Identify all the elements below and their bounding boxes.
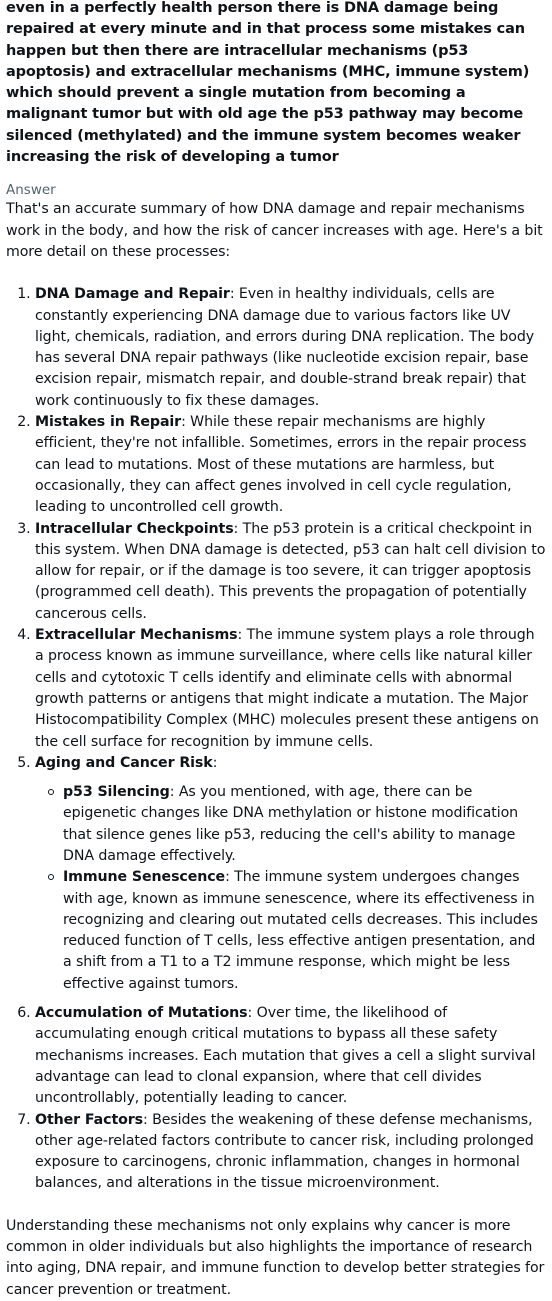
answer-body: [6, 199, 546, 1301]
item-title: Mistakes in Repair: [35, 414, 182, 431]
bullet-circle-icon: [48, 874, 54, 880]
list-item: [35, 284, 546, 412]
answer-label: Answer: [6, 182, 56, 199]
item-text: :: [212, 754, 218, 771]
subitem-title: p53 Silencing: [63, 784, 170, 801]
answer-intro: That's an accurate summary of how DNA damage and repair mechanisms work in the body, and how the risk of cancer increases with age. Here's a bit more detail on these processes:: [6, 201, 543, 260]
subitem-text: : As you mentioned, with age, there can be epigenetic changes like DNA methylation or histone modification that silence genes like p53, reducing the cell's ability to manage DNA damage effectively.: [63, 784, 519, 864]
item-title: Intracellular Checkpoints: [35, 520, 234, 537]
item-text: : The p53 protein is a critical checkpoint in this system. When DNA damage is detected, p53 can halt cell division to allow for repair, or if the damage is too severe, it can trigger apoptosis (programmed cell death). This prevents the propagation of potentially cancerous cells.: [35, 520, 546, 622]
item-title: Other Factors: [35, 1111, 144, 1128]
item-text: : Over time, the likelihood of accumulating enough critical mutations to bypass all these safety mechanisms increases. Each mutation that gives a cell a slight survival advantage can lead to clonal expansion, where that cell divides uncontrollably, potentially leading to cancer.: [35, 1005, 536, 1107]
sub-list-item: [63, 867, 546, 995]
user-question: even in a perfectly health person there is DNA damage being repaired at every minute and in that process some mistakes can happen but then there are intracellular mechanisms (p53 apoptosis) and extracellular mechanisms (MHC, immune system) which should prevent a single mutation from becoming a malignant tumor but with old age the p53 pathway may become silenced (methylated) and the immune system becomes weaker increasing the risk of developing a tumor: [6, 0, 530, 166]
subitem-text: : The immune system undergoes changes with age, known as immune senescence, where its effectiveness in recognizing and clearing out mutated cells decreases. This includes reduced function of T cells, less effective antigen presentation, and a shift from a T1 to a T2 immune response, which might be less effective against tumors.: [63, 869, 538, 992]
answer-list: [6, 284, 546, 1194]
item-title: Accumulation of Mutations: [35, 1005, 248, 1022]
list-item: [35, 412, 546, 518]
bullet-circle-icon: [48, 789, 54, 795]
item-title: DNA Damage and Repair: [35, 286, 230, 303]
list-item: [35, 519, 546, 625]
list-item: [35, 753, 546, 995]
item-text: : Besides the weakening of these defense mechanisms, other age-related factors contribute to cancer risk, including prolonged exposure to carcinogens, chronic inflammation, changes in hormonal balances, and alterations in the tissue microenvironment.: [35, 1111, 534, 1192]
list-item: [35, 1003, 546, 1109]
sub-list-item: [63, 782, 546, 867]
sub-list: [35, 782, 546, 995]
item-text: : While these repair mechanisms are highly efficient, they're not infallible. Sometimes, errors in the repair process can lead to mutations. Most of these mutations are harmless, but occasionally, they can affect genes involved in cell cycle regulation, leading to uncontrolled cell growth.: [35, 414, 527, 516]
subitem-title: Immune Senescence: [63, 869, 226, 886]
answer-conclusion: Understanding these mechanisms not only explains why cancer is more common in older individuals but also highlights the importance of research into aging, DNA repair, and immune function to develop better strategies for cancer prevention or treatment.: [6, 1217, 545, 1298]
list-item: [35, 1110, 546, 1195]
item-title: Aging and Cancer Risk: [35, 754, 213, 771]
list-item: [35, 625, 546, 753]
item-text: : The immune system plays a role through a process known as immune surveillance, where cells like natural killer cells and cytotoxic T cells identify and eliminate cells with abnormal growth patterns or antigens that might indicate a mutation. The Major Histocompatibility Complex (MHC) molecules present these antigens on the cell surface for recognition by immune cells.: [35, 627, 539, 750]
item-title: Extracellular Mechanisms: [35, 627, 238, 644]
item-text: : Even in healthy individuals, cells are constantly experiencing DNA damage due to various factors like UV light, chemicals, radiation, and errors during DNA replication. The body has several DNA repair pathways (like nucleotide excision repair, base excision repair, mismatch repair, and double-strand break repair) that work continuously to fix these damages.: [35, 286, 535, 409]
